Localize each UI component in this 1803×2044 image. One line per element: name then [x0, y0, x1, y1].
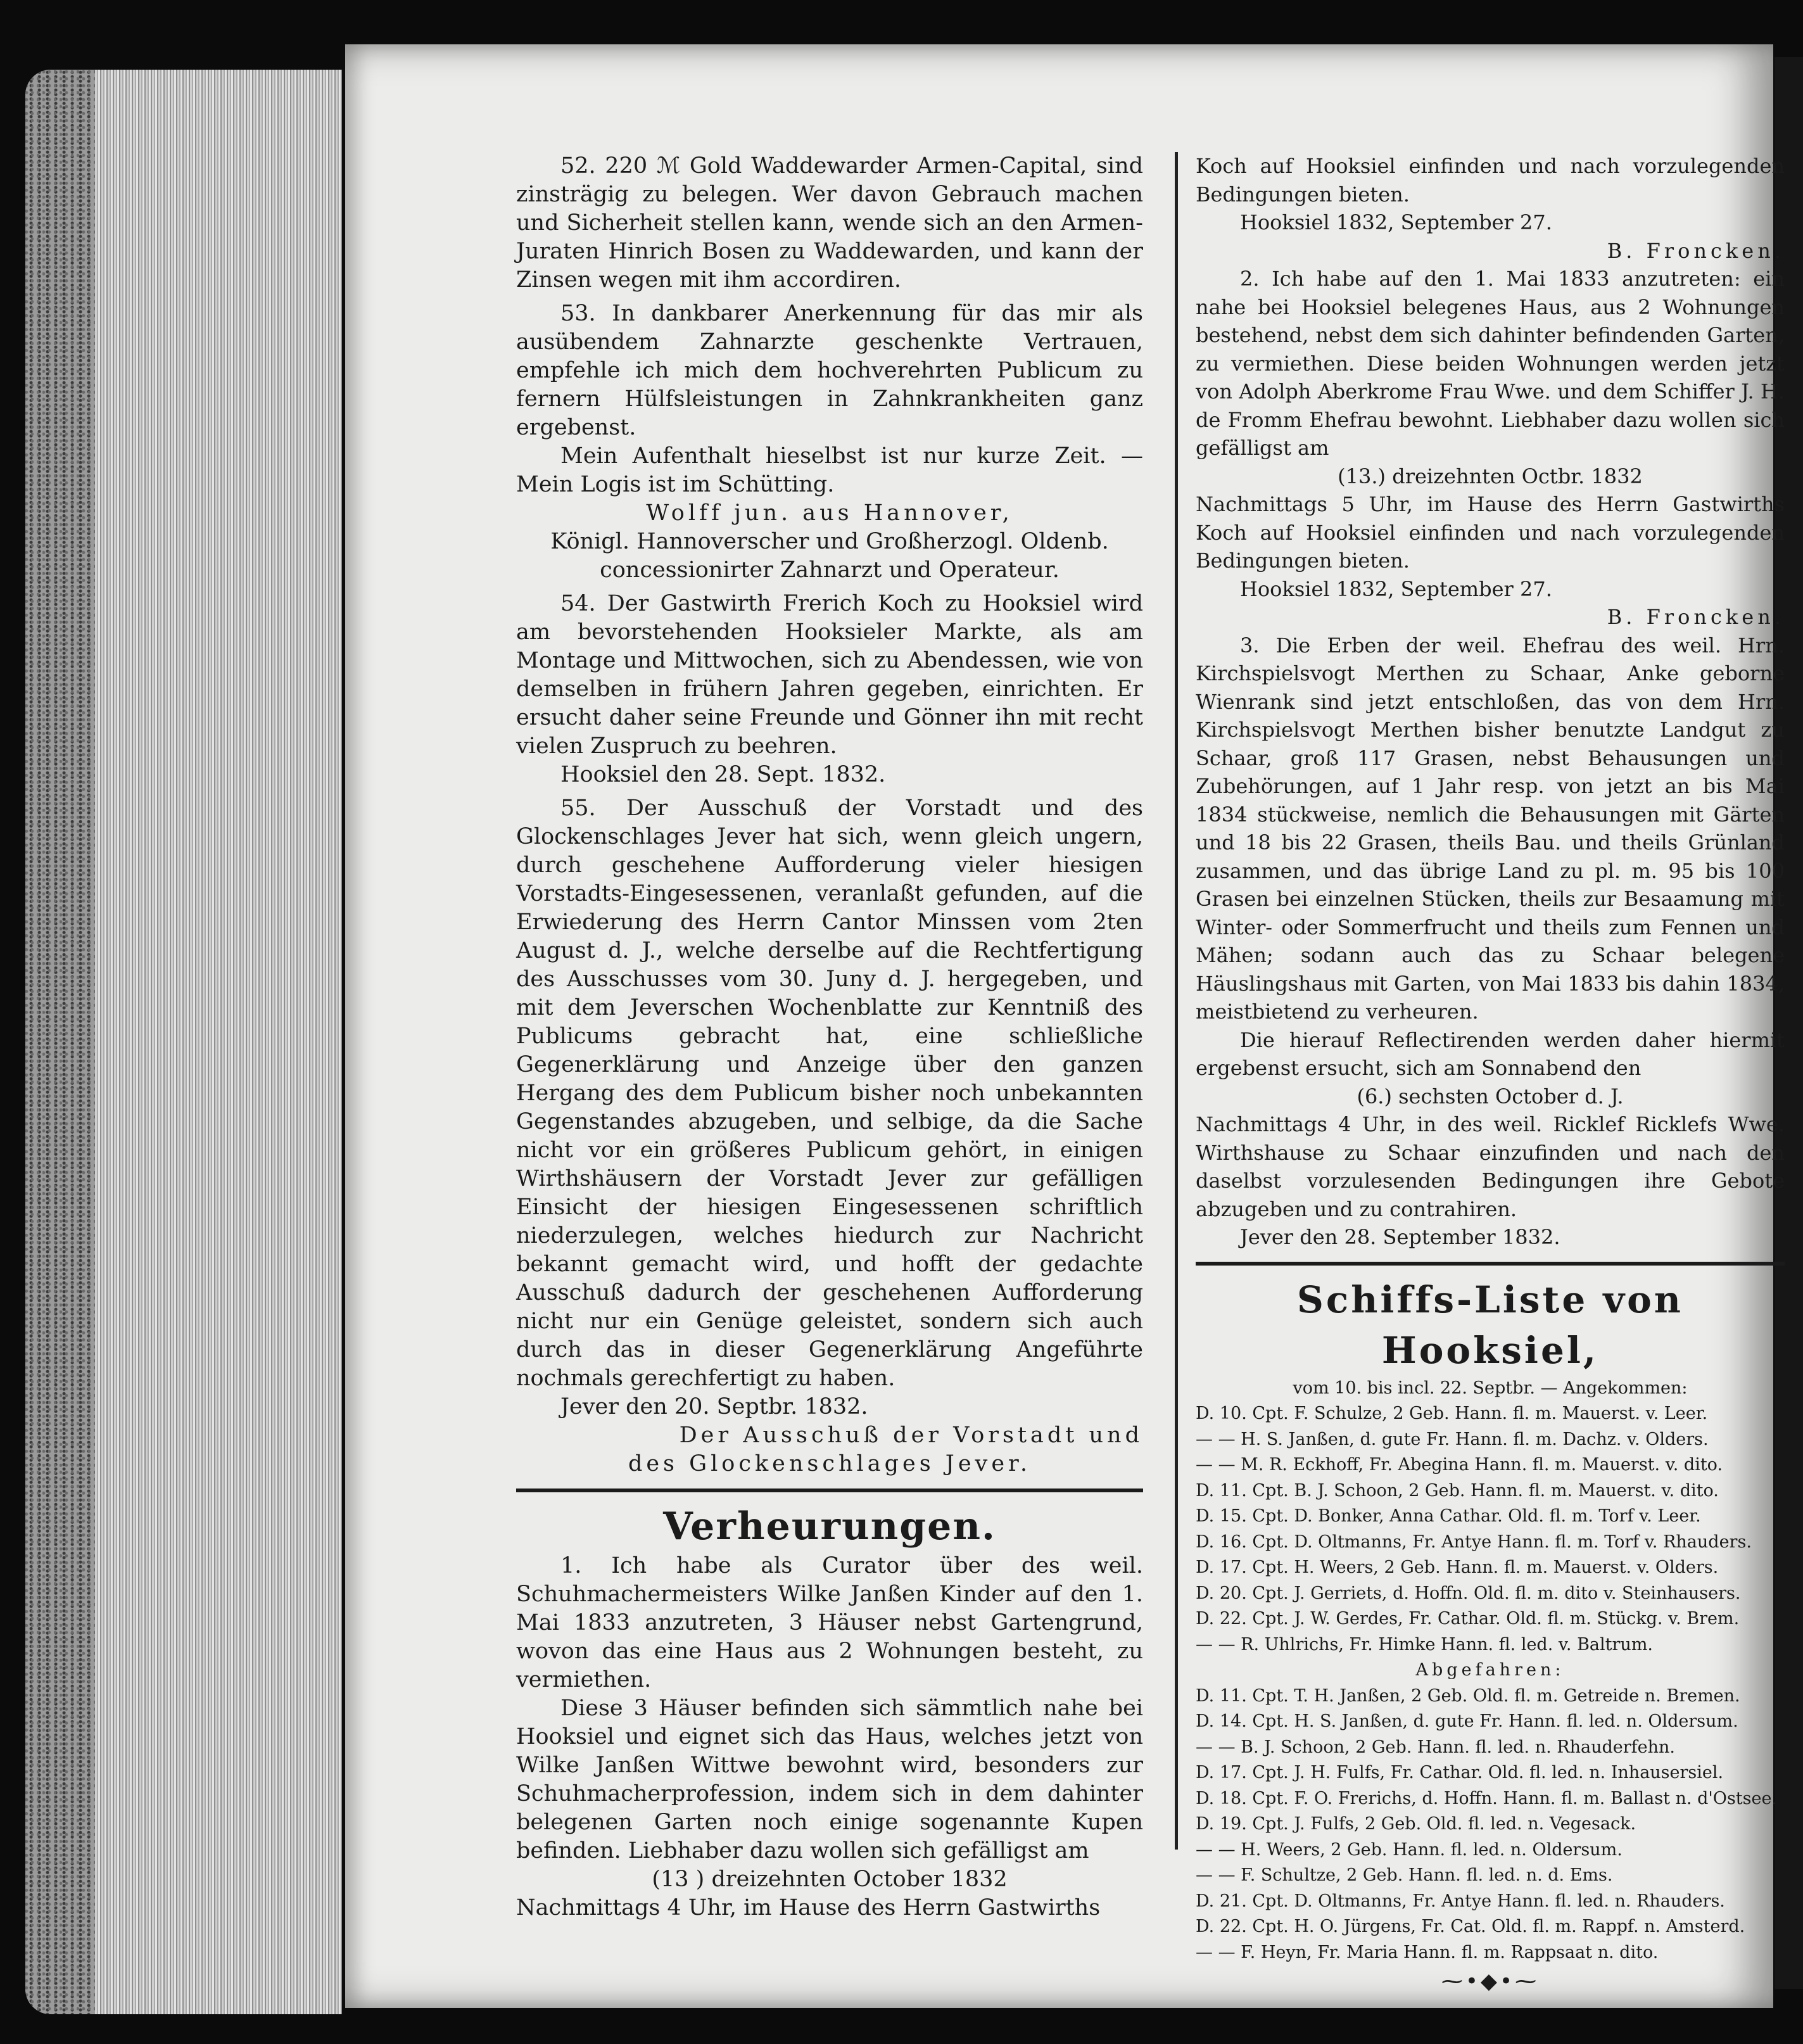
ad-55-text: 55. Der Ausschuß der Vorstadt und des Glockenschlages Jever hat sich, wenn gleich ungern, durch geschehene Aufforderung vieler hiesigen Vorstadts-Eingesessenen, veranlaßt gefunden, auf die Erwiederung des Herrn Cantor Minssen vom 2ten August d. J., welche derselbe auf die Rechtfertigung des Ausschusses vom 30. Juny d. J. hergegeben, und mit dem Jeverschen Wochenblatte zur Kenntniß des Publicums gebracht hat, eine schließliche Gegenerklärung und Anzeige über den ganzen Hergang des dem Publicum bisher noch unbekannten Gegenstandes abzugeben, und selbige, da die Sache nicht vor ein größeres Publicum gehört, in einigen Wirthshäusern der Vorstadt Jever zur gefälligen Einsicht der hiesigen Eingesessenen schriftlich niederzulegen, welches hiedurch zur Nachricht bekannt gemacht wird, und hofft der gedachte Ausschuß dadurch der geschehenen Aufforderung nicht nur ein Genüge geleistet, sondern sich auch durch das in dieser Gegenerklärung Angeführte nochmals gerechfertigt zu haben. — [516, 796, 1143, 1391]
lease-1-continued: Koch auf Hooksiel einfinden und nach vorzulegenden Bedingungen bieten. — [1196, 154, 1785, 206]
lease-3-date: (6.) sechsten October d. J. — [1357, 1084, 1624, 1108]
lease-3-place-date: Jever den 28. September 1832. — [1240, 1225, 1560, 1249]
ship-entry: D. 16. Cpt. D. Oltmanns, Fr. Antye Hann. fl. m. Torf v. Rhauders. — [1196, 1532, 1752, 1552]
lease-3-text3: Nachmittags 4 Uhr, in des weil. Ricklef Ricklefs Wwe. Wirthshause zu Schaar einzufinden und nach den daselbst vorzulesenden Bedingungen ihre Gebote abzugeben und zu contrahiren. — [1196, 1112, 1785, 1221]
ship-entry: D. 20. Cpt. J. Gerriets, d. Hoffn. Old. fl. m. dito v. Steinhausers. — [1196, 1583, 1741, 1603]
ad-55-signature-2: des Glockenschlages Jever. — [628, 1451, 1032, 1476]
ship-list-subtitle: vom 10. bis incl. 22. Septbr. — Angekommen: — [1293, 1378, 1688, 1398]
ad-52: 52. 220 ℳ Gold Waddewarder Armen-Capital, sind zinsträgig zu belegen. Wer davon Gebrauch machen und Sicherheit stellen kann, wende sich an den Armen-Juraten Hinrich Bosen zu Waddewarden, und kann der Zinsen wegen mit ihm accordiren. — [516, 153, 1143, 293]
ship-list-title: Schiffs-Liste von Hooksiel, — [1297, 1278, 1683, 1372]
lease-2-place-date: Hooksiel 1832, September 27. — [1240, 576, 1552, 601]
lease-2-text2: Nachmittags 5 Uhr, im Hause des Herrn Gastwirths Koch auf Hooksiel einfinden und nach vorzulegenden Bedingungen bieten. — [1196, 492, 1785, 573]
section-rule — [516, 1489, 1143, 1492]
ship-entry: D. 17. Cpt. J. H. Fulfs, Fr. Cathar. Old. fl. led. n. Inhausersiel. — [1196, 1763, 1724, 1782]
ship-entry: — — F. Heyn, Fr. Maria Hann. fl. m. Rappsaat n. dito. — [1196, 1942, 1659, 1962]
ship-entry: D. 15. Cpt. D. Bonker, Anna Cathar. Old. fl. m. Torf v. Leer. — [1196, 1506, 1701, 1526]
ship-entry: D. 14. Cpt. H. S. Janßen, d. gute Fr. Hann. fl. led. n. Oldersum. — [1196, 1711, 1738, 1731]
ad-53-signature-name: Wolff jun. aus Hannover, — [646, 500, 1013, 526]
book-cover-edge — [25, 70, 95, 2014]
departed-list — [1196, 1684, 1785, 1966]
lease-1-signature: B. Froncken. — [1607, 238, 1785, 263]
ad-54-text: 54. Der Gastwirth Frerich Koch zu Hooksiel wird am bevorstehenden Hooksieler Markte, als am Montage und Mittwochen, sich zu Abendessen, wie von demselben in frühern Jahren gegeben, einrichten. Er ersucht daher seine Freunde und Gönner ihn mit recht vielen Zuspruch zu beehren. — [516, 591, 1143, 759]
ad-55-date: Jever den 20. Septbr. 1832. — [560, 1394, 868, 1419]
ship-entry: D. 18. Cpt. F. O. Frerichs, d. Hoffn. Hann. fl. m. Ballast n. d'Ostsee. — [1196, 1788, 1778, 1808]
lease-2-date: (13.) dreizehnten Octbr. 1832 — [1338, 464, 1643, 488]
ship-entry: — — F. Schultze, 2 Geb. Hann. fl. led. n. d. Ems. — [1196, 1865, 1613, 1885]
ship-entry: D. 17. Cpt. H. Weers, 2 Geb. Hann. fl. m. Mauerst. v. Olders. — [1196, 1558, 1719, 1577]
ship-entry: D. 11. Cpt. B. J. Schoon, 2 Geb. Hann. fl. m. Mauerst. v. dito. — [1196, 1480, 1719, 1501]
ship-entry: D. 22. Cpt. H. O. Jürgens, Fr. Cat. Old. fl. m. Rappf. n. Amsterd. — [1196, 1917, 1745, 1936]
lease-1-date: (13 ) dreizehnten October 1832 — [652, 1867, 1008, 1892]
ad-53-text: 53. In dankbarer Anerkennung für das mir als ausübendem Zahnarzte geschenkte Vertrauen, empfehle ich mich dem hochverehrten Publicum zu fernern Hülfsleistungen in Zahnkrankheiten ganz ergebenst. — [516, 301, 1143, 440]
end-flourish: ⁓•◆•⁓ — [1441, 1969, 1540, 1994]
ship-entry: — — R. Uhlrichs, Fr. Himke Hann. fl. led. v. Baltrum. — [1196, 1634, 1653, 1654]
ship-entry: D. 10. Cpt. F. Schulze, 2 Geb. Hann. fl. m. Mauerst. v. Leer. — [1196, 1404, 1708, 1423]
right-column — [1196, 152, 1785, 1997]
lease-3-text: 3. Die Erben der weil. Ehefrau des weil. Hrn. Kirchspielsvogt Merthen zu Schaar, Anke geborne Wienrank sind jetzt entschloßen, das von dem Hrn. Kirchspielsvogt Merthen bisher benutzte Landgut zu Schaar, groß 117 Grasen, nebst Behausungen und Zubehörungen, auf 1 Jahr resp. von jetzt an bis Mai 1834 stückweise, nemlich die Behausungen mit Gärten und 18 bis 22 Grasen, theils Bau. und theils Grünland zusammen, und das übrige Land zu pl. m. 95 bis 100 Grasen bei einzelnen Stücken, theils zur Besaamung mit Winter- oder Sommerfrucht und theils zum Fennen und Mähen; sodann auch das zu Schaar belegene Häuslingshaus mit Garten, von Mai 1833 bis dahin 1834, meistbietend zu verheuren. — [1196, 633, 1785, 1024]
ship-entry: — — M. R. Eckhoff, Fr. Abegina Hann. fl. m. Mauerst. v. dito. — [1196, 1455, 1723, 1475]
ad-55-signature-1: Der Ausschuß der Vorstadt und — [679, 1423, 1143, 1448]
lease-2-text: 2. Ich habe auf den 1. Mai 1833 anzutreten: ein nahe bei Hooksiel belegenes Haus, aus 2 Wohnungen bestehend, nebst dem sich dahinter befindenden Garten, zu vermiethen. Diese beiden Wohnungen werden jetzt von Adolph Aberkrome Frau Wwe. und dem Schiffer J. H. de Fromm Ehefrau bewohnt. Liebhaber dazu wollen sich gefälligst am — [1196, 267, 1785, 460]
arrived-list — [1196, 1401, 1785, 1658]
ad-54-date: Hooksiel den 28. Sept. 1832. — [560, 762, 886, 787]
column-divider — [1175, 152, 1178, 1850]
ship-entry: D. 22. Cpt. J. W. Gerdes, Fr. Cathar. Old. fl. m. Stückg. v. Brem. — [1196, 1609, 1740, 1628]
lease-1-text3: Nachmittags 4 Uhr, im Hause des Herrn Gastwirths — [516, 1895, 1101, 1920]
ship-entry: — — H. S. Janßen, d. gute Fr. Hann. fl. m. Dachz. v. Olders. — [1196, 1429, 1709, 1449]
section-rule-ships — [1196, 1262, 1785, 1266]
ship-entry: — — H. Weers, 2 Geb. Hann. fl. led. n. Oldersum. — [1196, 1839, 1623, 1860]
lease-2-signature: B. Froncken. — [1607, 605, 1785, 629]
ship-entry: D. 21. Cpt. D. Oltmanns, Fr. Antye Hann. fl. led. n. Rhauders. — [1196, 1891, 1725, 1911]
ship-entry: D. 11. Cpt. T. H. Janßen, 2 Geb. Old. fl. m. Getreide n. Bremen. — [1196, 1685, 1740, 1706]
lease-1-place-date: Hooksiel 1832, September 27. — [1240, 210, 1552, 234]
lease-3-text2: Die hierauf Reflectirenden werden daher hiermit ergebenst ersucht, sich am Sonnabend den — [1196, 1027, 1785, 1080]
ship-entry: — — B. J. Schoon, 2 Geb. Hann. fl. led. n. Rhauderfehn. — [1196, 1737, 1675, 1757]
left-column — [516, 152, 1143, 1922]
ad-53-text2: Mein Aufenthalt hieselbst ist nur kurze Zeit. — Mein Logis ist im Schütting. — [516, 443, 1143, 497]
ship-entry: D. 19. Cpt. J. Fulfs, 2 Geb. Old. fl. led. n. Vegesack. — [1196, 1814, 1636, 1834]
departed-label: Abgefahren: — [1415, 1660, 1565, 1680]
ad-53-signature-title: Königl. Hannoverscher und Großherzogl. Oldenb. — [550, 529, 1109, 554]
lease-1-text2: Diese 3 Häuser befinden sich sämmtlich nahe bei Hooksiel und eignet sich das Haus, welches jetzt von Wilke Janßen Wittwe bewohnt wird, besonders zur Schuhmacherprofession, indem sich in dem dahinter belegenen Garten noch einige sogenannte Kupen befinden. Liebhaber dazu wollen sich gefälligst am — [516, 1696, 1143, 1863]
lease-1-text: 1. Ich habe als Curator über des weil. Schuhmachermeisters Wilke Janßen Kinder auf den 1. Mai 1833 anzutreten, 3 Häuser nebst Gartengrund, wovon das eine Haus aus 2 Wohnungen besteht, zu vermiethen. — [516, 1553, 1143, 1692]
ad-53-signature-role: concessionirter Zahnarzt und Operateur. — [600, 557, 1060, 583]
section-title-verheurungen: Verheurungen. — [663, 1504, 996, 1549]
